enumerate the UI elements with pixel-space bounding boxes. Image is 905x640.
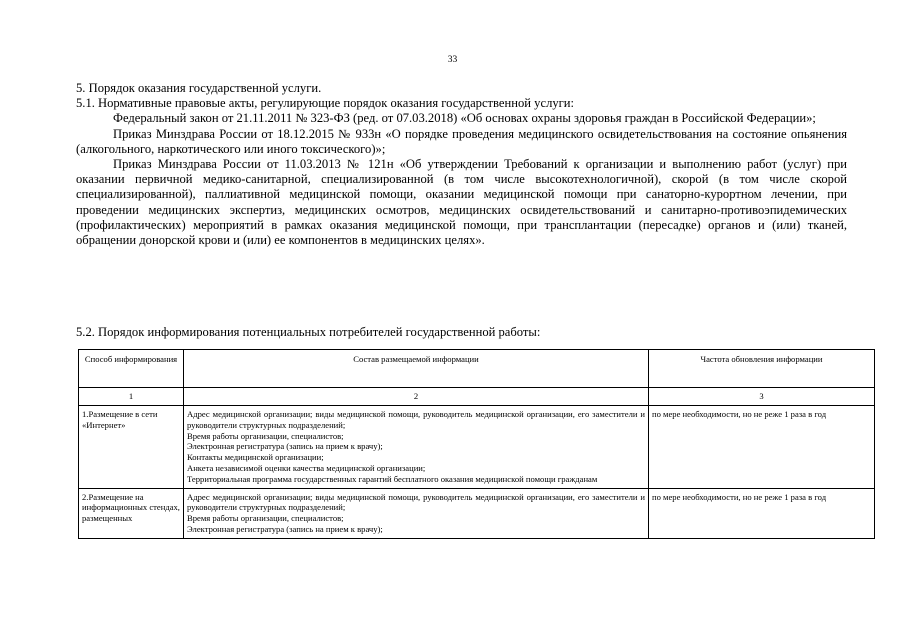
legal-act-order-933n: Приказ Минздрава России от 18.12.2015 № 933н «О порядке проведения медицинского освидетельствования на состояние опьянения (алкогольного, наркотического или иного токсического)»; (76, 126, 847, 156)
information-table (78, 349, 875, 539)
column-number: 2 (184, 388, 649, 406)
content-item: Территориальная программа государственных гарантий бесплатного оказания медицинской помощи гражданам (187, 473, 598, 484)
method-cell: 2.Размещение на информационных стендах, размещенных (79, 488, 184, 538)
content-cell (184, 406, 649, 489)
content-item: Время работы организации, специалистов; (187, 513, 344, 524)
column-number: 3 (649, 388, 875, 406)
table-number-row (79, 388, 875, 406)
table-row (79, 406, 875, 489)
content-item: Электронная регистратура (запись на прием к врачу); (187, 441, 383, 452)
content-item: Время работы организации, специалистов; (187, 430, 344, 441)
content-cell (184, 488, 649, 538)
header-frequency: Частота обновления информации (649, 350, 875, 388)
method-cell: 1.Размещение в сети «Интернет» (79, 406, 184, 489)
frequency-cell: по мере необходимости, но не реже 1 раза в год (649, 488, 875, 538)
header-method: Способ информирования (79, 350, 184, 388)
section-5-1-heading: 5.1. Нормативные правовые акты, регулирующие порядок оказания государственной услуги: (76, 96, 575, 111)
column-number: 1 (79, 388, 184, 406)
section-5-heading: 5. Порядок оказания государственной услуги. (76, 81, 322, 95)
content-item: Адрес медицинской организации; виды медицинской помощи, руководитель медицинской организации, его заместители и руководители структурных подразделений; (187, 409, 645, 430)
header-content: Состав размещаемой информации (184, 350, 649, 388)
content-item: Контакты медицинской организации; (187, 452, 324, 463)
frequency-cell: по мере необходимости, но не реже 1 раза в год (649, 406, 875, 489)
content-item: Анкета независимой оценки качества медицинской организации; (187, 462, 426, 473)
content-item: Электронная регистратура (запись на прием к врачу); (187, 523, 383, 534)
content-item: Адрес медицинской организации; виды медицинской помощи, руководитель медицинской организации, его заместители и руководители структурных подразделений; (187, 491, 645, 513)
legal-act-federal-law: Федеральный закон от 21.11.2011 № 323-ФЗ (ред. от 07.03.2018) «Об основах охраны здоровья граждан в Российской Федерации»; (113, 111, 816, 126)
section-5-2-heading: 5.2. Порядок информирования потенциальных потребителей государственной работы: (76, 325, 541, 339)
legal-act-order-121n: Приказ Минздрава России от 11.03.2013 № 121н «Об утверждении Требований к организации и выполнению работ (услуг) при оказании первичной медико-санитарной, специализированной (в том числе высокотехнологичной), скорой (в том числе скорой специализированной), паллиативной медицинской помощи, оказании медицинской помощи при санаторно-курортном лечении, при проведении медицинских экспертиз, медицинских осмотров, медицинских освидетельствований и санитарно-противоэпидемических (профилактических) мероприятий в рамках оказания медицинской помощи, при трансплантации (пересадке) органов и (или) тканей, обращении донорской крови и (или) ее компонентов в медицинских целях». (76, 157, 847, 248)
page-number: 33 (447, 55, 458, 65)
table-header-row (79, 350, 875, 388)
table-row (79, 488, 875, 538)
document-body (76, 81, 847, 248)
